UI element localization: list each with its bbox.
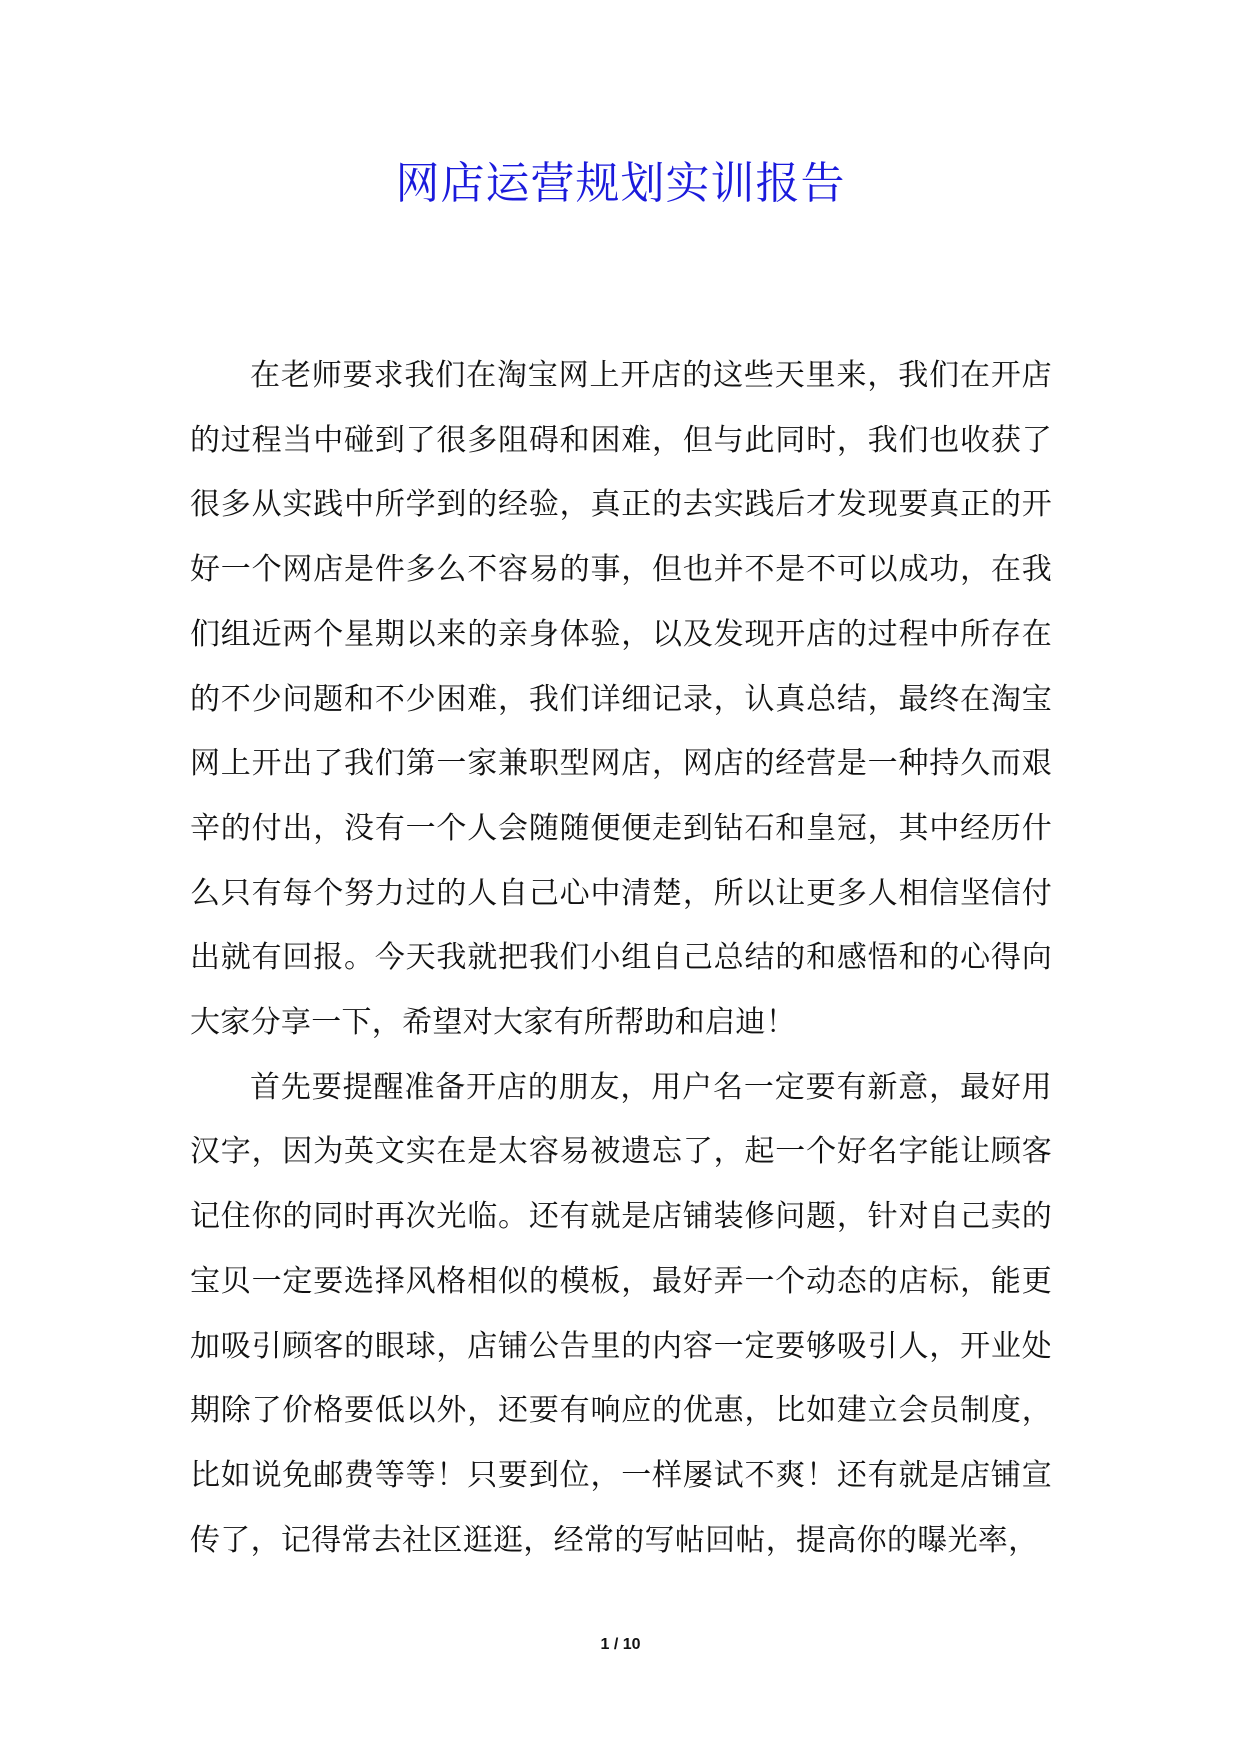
paragraph-2: 首先要提醒准备开店的朋友，用户名一定要有新意，最好用汉字，因为英文实在是太容易被遗忘了，起一个好名字能让顾客记住你的同时再次光临。还有就是店铺装修问题，针对自己卖的宝贝一定要选择风格相似的模板，最好弄一个动态的店标，能更加吸引顾客的眼球，店铺公告里的内容一定要够吸引人，开业处期除了价格要低以外，还要有响应的优惠，比如建立会员制度，比如说免邮费等等！只要到位，一样屡试不爽！还有就是店铺宣传了，记得常去社区逛逛，经常的写帖回帖，提高你的曝光率， — [190, 1069, 1052, 1558]
document-title: 网店运营规划实训报告 — [395, 158, 846, 209]
document-body — [190, 344, 1052, 1573]
page-number: 1 / 10 — [600, 1636, 641, 1653]
paragraph-1: 在老师要求我们在淘宝网上开店的这些天里来，我们在开店的过程当中碰到了很多阻碍和困难，但与此同时，我们也收获了很多从实践中所学到的经验，真正的去实践后才发现要真正的开好一个网店是件多么不容易的事，但也并不是不可以成功，在我们组近两个星期以来的亲身体验，以及发现开店的过程中所存在的不少问题和不少困难，我们详细记录，认真总结，最终在淘宝网上开出了我们第一家兼职型网店，网店的经营是一种持久而艰辛的付出，没有一个人会随随便便走到钻石和皇冠，其中经历什么只有每个努力过的人自己心中清楚，所以让更多人相信坚信付出就有回报。今天我就把我们小组自己总结的和感悟和的心得向大家分享一下，希望对大家有所帮助和启迪！ — [190, 358, 1052, 1041]
